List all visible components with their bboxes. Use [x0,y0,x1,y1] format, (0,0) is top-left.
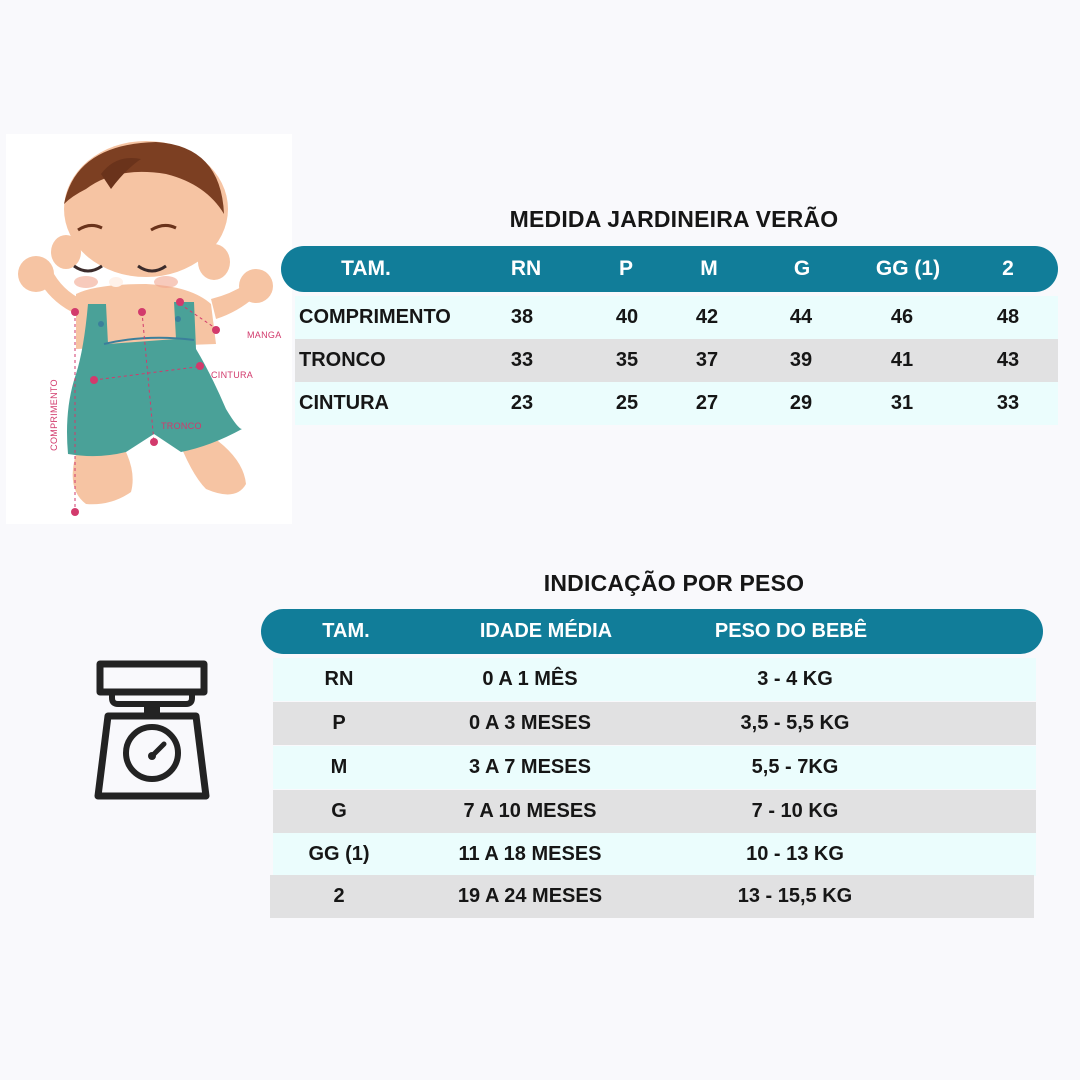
baby-illustration [6,134,292,524]
table-cell: 43 [996,349,1020,371]
header-cell: GG (1) [875,257,941,280]
table-cell: 13 - 15,5 KG [737,885,853,907]
table-row [273,658,1036,701]
table-cell: 48 [996,306,1020,328]
row-label: CINTURA [299,392,389,414]
table-row [273,833,1036,876]
table-cell: 44 [789,306,813,328]
table-cell: 27 [695,392,719,414]
table-row [273,746,1036,789]
comprimento-label: COMPRIMENTO [48,379,59,451]
table-cell: 25 [615,392,639,414]
table-row [295,382,1058,425]
table-cell: 0 A 3 MESES [469,712,591,734]
table-cell: 11 A 18 MESES [458,843,602,865]
header-cell: G [793,257,811,280]
table-cell: 38 [510,306,534,328]
table-cell: 31 [890,392,914,414]
table-cell: 46 [890,306,914,328]
table-cell: 40 [615,306,639,328]
table-cell: 3 - 4 KG [757,668,833,690]
table-row [273,702,1036,745]
table-cell: RN [324,668,354,690]
table-cell: 7 - 10 KG [751,800,839,822]
table-cell: 5,5 - 7KG [751,756,839,778]
table-cell: 2 [333,885,345,907]
table-cell: 3,5 - 5,5 KG [740,712,850,734]
table-cell: P [332,712,346,734]
table-cell: 39 [789,349,813,371]
weight-table-title: INDICAÇÃO POR PESO [543,570,805,596]
scale-icon [92,660,212,802]
table-cell: M [330,756,348,778]
table-cell: 37 [695,349,719,371]
table-cell: 41 [890,349,914,371]
table-cell: 7 A 10 MESES [463,800,597,822]
weight-table-header [261,609,1043,654]
header-cell: TAM. [322,620,370,642]
size-table-title: MEDIDA JARDINEIRA VERÃO [509,206,839,232]
table-cell: 33 [996,392,1020,414]
header-cell: IDADE MÉDIA [479,620,613,642]
row-label: TRONCO [299,349,386,371]
header-cell: 2 [1002,257,1014,280]
table-cell: 3 A 7 MESES [469,756,591,778]
table-row [270,875,1034,918]
table-cell: 35 [615,349,639,371]
table-row [273,790,1036,833]
table-cell: 0 A 1 MÊS [482,668,578,690]
header-cell: M [700,257,718,280]
table-cell: 10 - 13 KG [746,843,844,865]
table-cell: 42 [695,306,719,328]
table-row [295,296,1058,339]
header-cell: RN [510,257,542,280]
table-cell: 23 [510,392,534,414]
header-cell: PESO DO BEBÊ [714,620,868,642]
manga-label: MANGA [247,330,282,340]
header-cell: TAM. [341,257,391,280]
table-cell: 29 [789,392,813,414]
cintura-label: CINTURA [211,370,254,380]
table-cell: 19 A 24 MESES [457,885,603,907]
row-label: COMPRIMENTO [299,306,451,328]
table-row [295,339,1058,382]
tronco-label: TRONCO [161,421,202,431]
header-cell: P [618,257,633,280]
table-cell: GG (1) [308,843,370,865]
table-cell: 33 [510,349,534,371]
table-cell: G [331,800,347,822]
size-table-header [281,246,1058,292]
